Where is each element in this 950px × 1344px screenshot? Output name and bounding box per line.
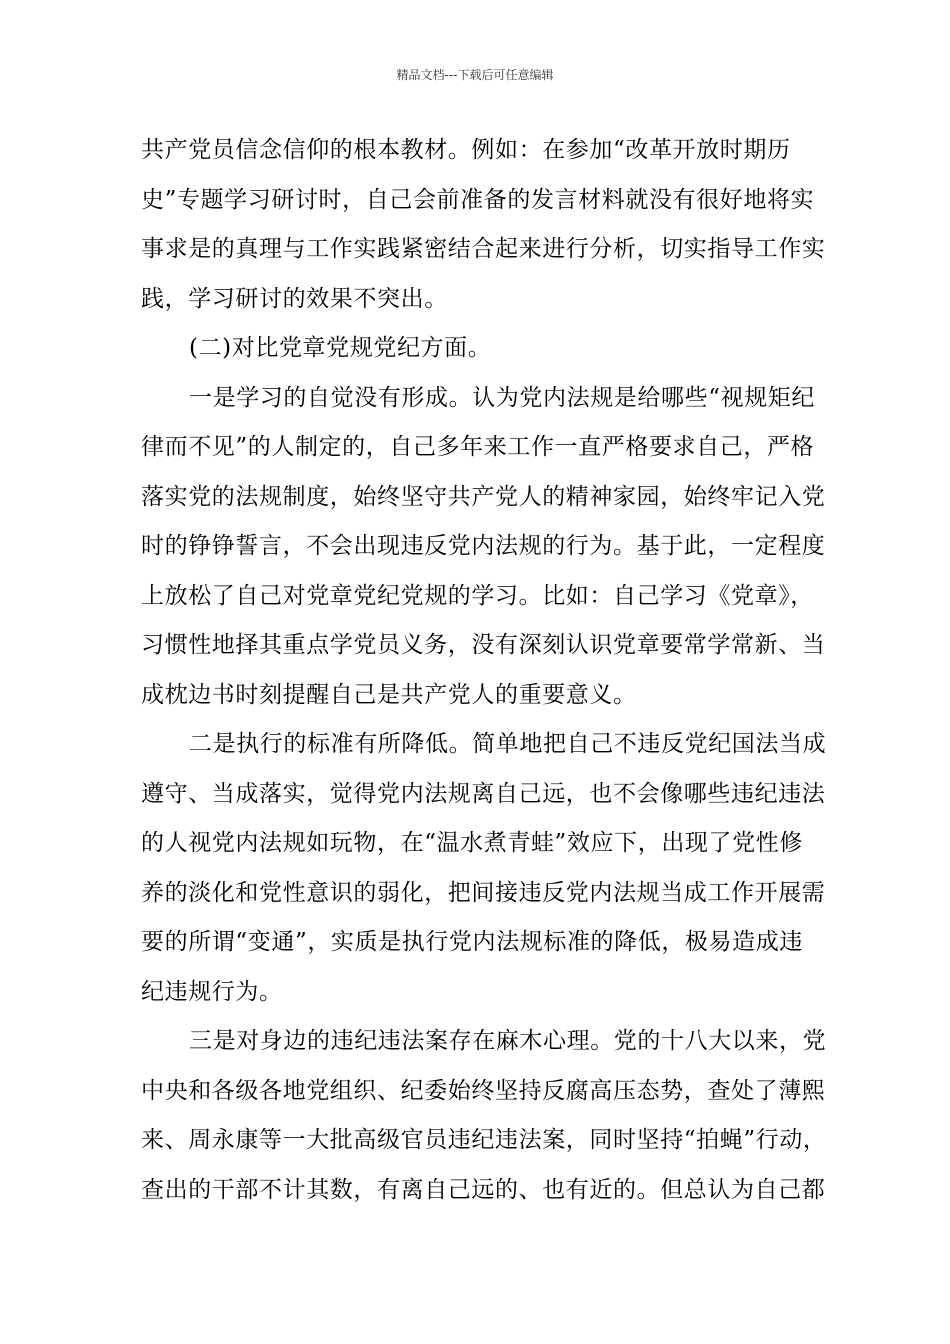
text-line: 二是执行的标准有所降低。简单地把自己不违反党纪国法当成 (189, 731, 827, 757)
text-line: 史”专题学习研讨时，自己会前准备的发言材料就没有很好地将实 (141, 186, 815, 213)
text-line: 来、周永康等一大批高级官员违纪违法案，同时坚持“拍蝇”行动， (141, 1127, 827, 1153)
text-line: 三是对身边的违纪违法案存在麻木心理。党的十八大以来，党 (189, 1028, 827, 1054)
text-line: 践，学习研讨的效果不突出。 (141, 285, 448, 312)
text-line: 养的淡化和党性意识的弱化，把间接违反党内法规当成工作开展需 (141, 879, 826, 906)
text-line: 上放松了自己对党章党纪党规的学习。比如：自己学习《党章》， (141, 582, 814, 609)
text-line: 成枕边书时刻提醒自己是共产党人的重要意义。 (141, 681, 637, 708)
text-line: 的人视党内法规如玩物，在“温水煮青蛙”效应下，出现了党性修 (141, 830, 803, 856)
text-line: 要的所谓“变通”，实质是执行党内法规标准的降低，极易造成违 (141, 929, 803, 955)
text-line: 纪违规行为。 (141, 978, 283, 1005)
page-header: 精品文档---下载后可任意编辑 (396, 68, 554, 82)
text-line: 律而不见”的人制定的，自己多年来工作一直严格要求自己，严格 (141, 434, 815, 460)
text-line: 习惯性地择其重点学党员义务，没有深刻认识党章要常学常新、当 (141, 632, 826, 658)
text-line: 事求是的真理与工作实践紧密结合起来进行分析，切实指导工作实 (141, 236, 826, 262)
text-line: 遵守、当成落实，觉得党内法规离自己远，也不会像哪些违纪违法 (141, 780, 826, 807)
document-body (141, 126, 827, 1215)
text-line: 落实党的法规制度，始终坚守共产党人的精神家园，始终牢记入党 (141, 483, 826, 510)
text-line: 共产党员信念信仰的根本教材。例如：在参加“改革开放时期历 (141, 137, 791, 163)
section-heading: (二)对比党章党规党纪方面。 (189, 335, 492, 361)
text-line: 中央和各级各地党组织、纪委始终坚持反腐高压态势，查处了薄熙 (141, 1077, 826, 1104)
text-line: 时的铮铮誓言，不会出现违反党内法规的行为。基于此，一定程度 (141, 533, 826, 559)
text-line: 一是学习的自觉没有形成。认为党内法规是给哪些“视规矩纪 (189, 384, 815, 411)
text-line: 查出的干部不计其数，有离自己远的、也有近的。但总认为自己都 (141, 1176, 826, 1203)
